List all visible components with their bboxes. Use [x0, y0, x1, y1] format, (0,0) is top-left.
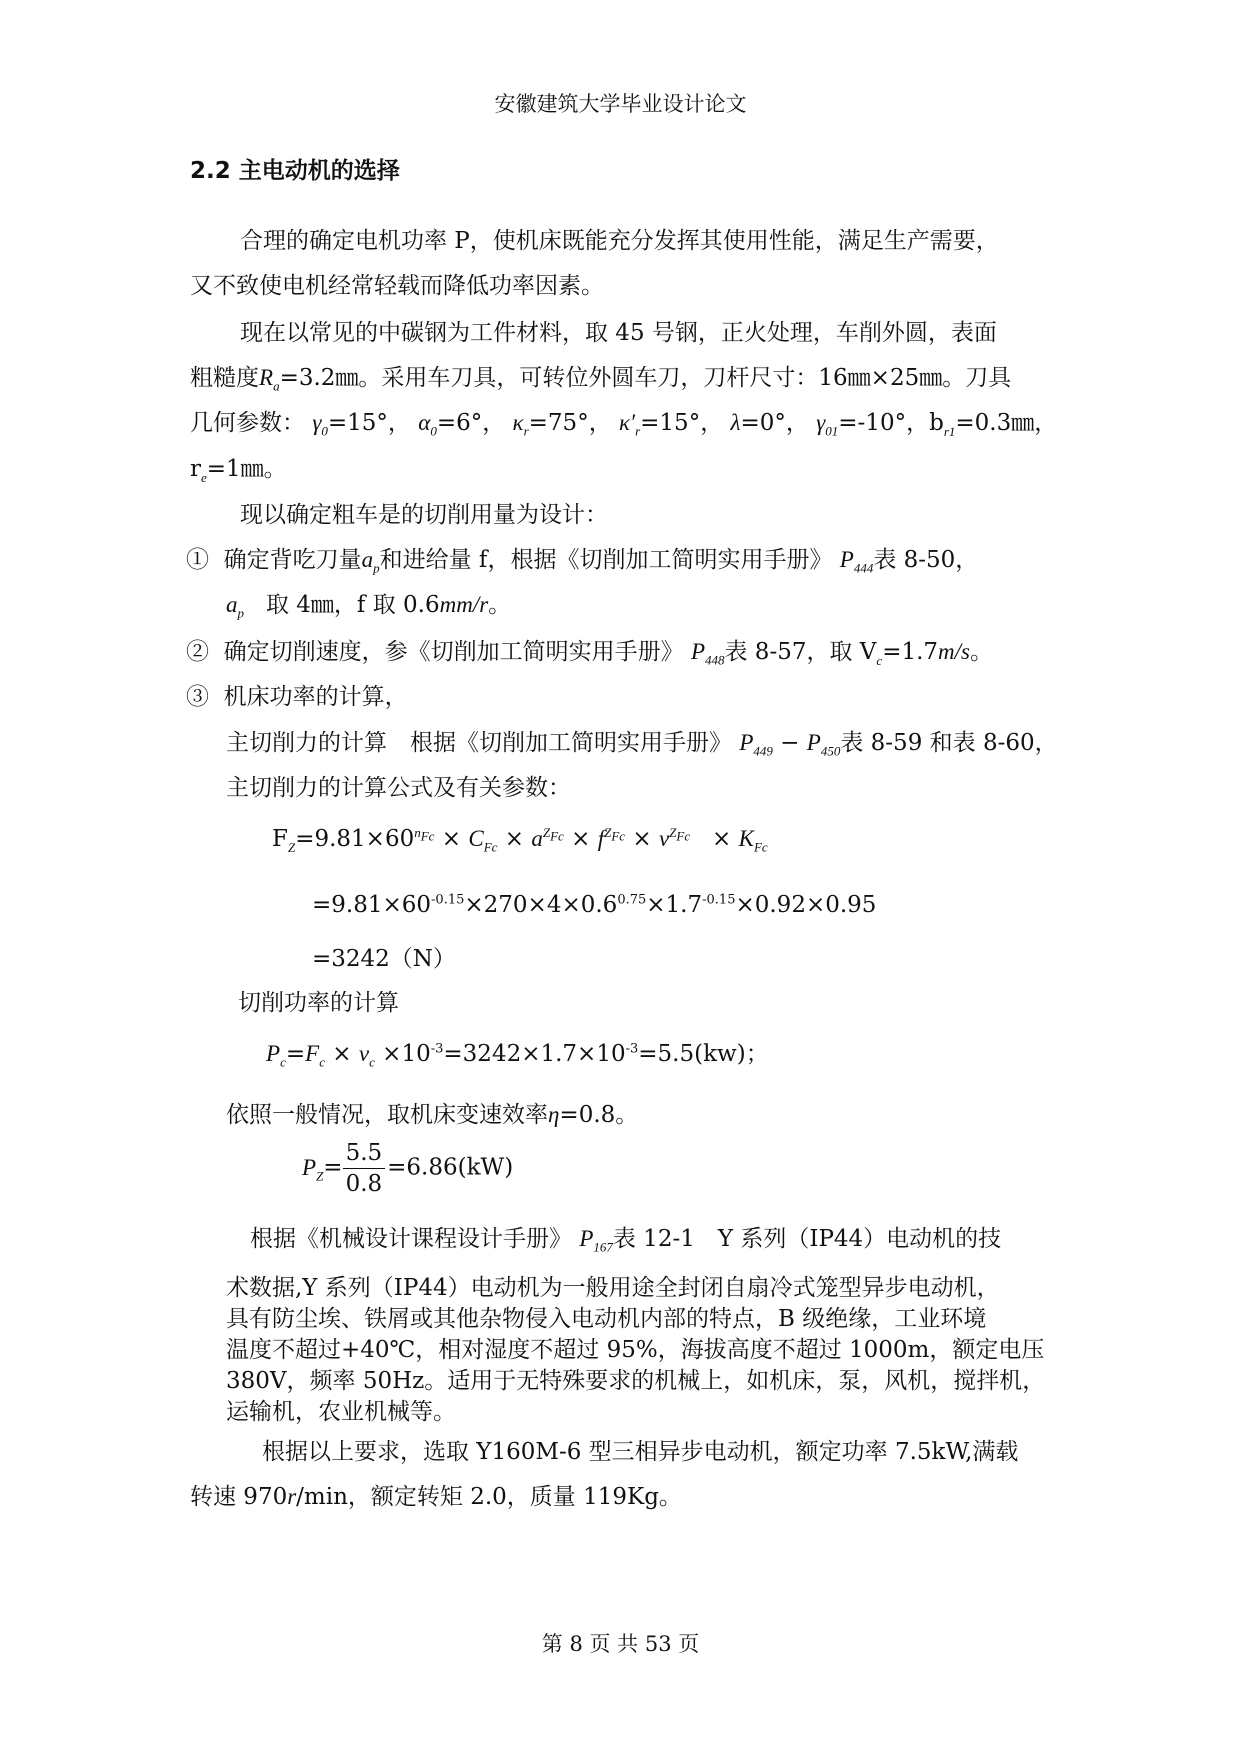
paragraph-2-line-4: $r_e=1㎜$。	[190, 456, 287, 485]
formula-line-2: $=9.81\times 60^{-0.15}\times 270\times 4\times 0.6^{0.75}\times 1.7^{-0.15}\times 0.92\times 0.95$	[312, 892, 877, 918]
formula-line-3: =3242（N）	[312, 946, 456, 972]
paragraph-4-line-4: 温度不超过+40℃，相对湿度不超过 95%，海拔高度不超过 1000m，额定电压	[226, 1337, 1045, 1363]
pz-formula: $P_Z=$ $\frac{5.5}{0.8}$ =6.86(kW)	[302, 1140, 514, 1197]
paragraph-4-line-2: 术数据,Y 系列（IP44）电动机为一般用途全封闭自扇冷式笼型异步电动机，	[226, 1275, 1000, 1301]
paragraph-3: 现以确定粗车是的切削用量为设计：	[240, 502, 608, 528]
formula-line-1: $F_Z=9.81\times 60^{n_{Fc}} \times C_{Fc} \times a^{Z_{Fc}} \times f^{Z_{Fc}} \times v^{Z_{Fc}} \times K_{Fc}$	[272, 825, 768, 855]
paragraph-4-line-6: 运输机，农业机械等。	[226, 1399, 456, 1425]
section-title: 2.2 主电动机的选择	[190, 158, 400, 184]
page-header: 安徽建筑大学毕业设计论文	[494, 92, 747, 116]
item-3-line-1: ③ 机床功率的计算，	[186, 684, 408, 710]
power-formula: $P_c=F_c \times v_c \times 10^{-3}=3242\times 1.7\times 10^{-3}=5.5(kw)$；	[266, 1041, 769, 1070]
item-1-line-1: ① 确定背吃刀量$a_p$和进给量 f，根据《切削加工简明实用手册》 $P_{444}$表 8-50，	[186, 547, 979, 576]
item-1-line-2: $a_p$ 取 4㎜，f 取 0.6mm/r。	[226, 592, 512, 621]
paragraph-2-line-3: 几何参数： $\gamma_0=15^\circ$， $\alpha_0=6^\circ$， $\kappa_r=75^\circ$， $\kappa'_r=15^\circ$， λ=0°， $\gamma_{01}=-10^\circ$，$b_{r1}=0.3㎜$，	[190, 410, 1058, 439]
paragraph-4-line-1: 根据《机械设计课程设计手册》 $P_{167}$表 12-1 Y 系列（IP44）电动机的技	[250, 1226, 1002, 1255]
item-3-line-2: 主切削力的计算 根据《切削加工简明实用手册》 $P_{449} - P_{450}$表 8-59 和表 8-60，	[226, 730, 1058, 759]
item-3-line-3: 主切削力的计算公式及有关参数：	[226, 775, 571, 801]
paragraph-5-line-2: 转速 970r/min，额定转矩 2.0，质量 119Kg。	[190, 1484, 682, 1510]
page-footer: 第 8 页 共 53 页	[541, 1632, 700, 1656]
item-2: ② 确定切削速度，参《切削加工简明实用手册》 $P_{448}$表 8-57，取 $V_c=1.7m/s$。	[186, 639, 993, 668]
paragraph-5-line-1: 根据以上要求，选取 Y160M-6 型三相异步电动机，额定功率 7.5kW,满载	[262, 1439, 1019, 1465]
efficiency-line: 依照一般情况，取机床变速效率η=0.8。	[226, 1102, 639, 1128]
paragraph-1-line-1: 合理的确定电机功率 P，使机床既能充分发挥其使用性能，满足生产需要，	[240, 228, 999, 254]
paragraph-4-line-3: 具有防尘埃、铁屑或其他杂物侵入电动机内部的特点，B 级绝缘，工业环境	[226, 1306, 987, 1332]
paragraph-1-line-2: 又不致使电机经常轻载而降低功率因素。	[190, 273, 604, 299]
paragraph-2-line-2: 粗糙度$R_a=3.2㎜$。采用车刀具，可转位外圆车刀，刀杆尺寸：16㎜×25㎜。刀具	[190, 365, 1012, 394]
pz-fraction: $\frac{5.5}{0.8}$	[343, 1140, 386, 1197]
power-title: 切削功率的计算	[238, 990, 399, 1016]
paragraph-2-line-1: 现在以常见的中碳钢为工件材料，取 45 号钢，正火处理，车削外圆，表面	[240, 320, 997, 346]
paragraph-4-line-5: 380V，频率 50Hz。适用于无特殊要求的机械上，如机床，泵，风机，搅拌机，	[226, 1368, 1046, 1394]
